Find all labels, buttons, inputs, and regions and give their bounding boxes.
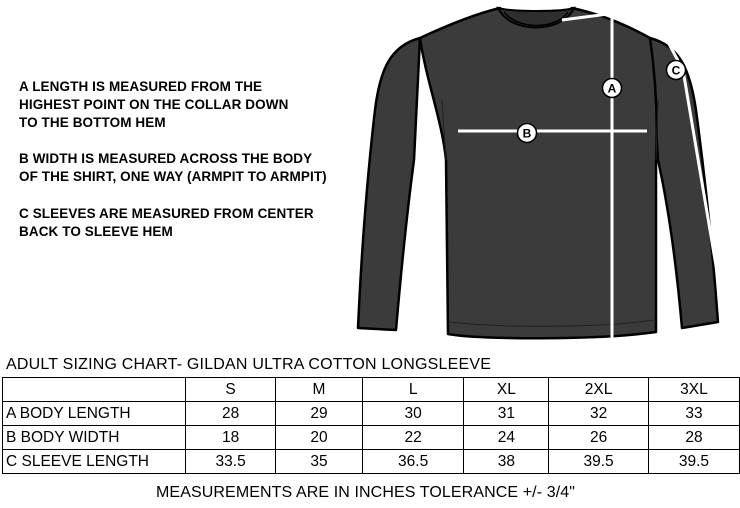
left-sleeve bbox=[358, 38, 420, 330]
table-cell: 39.5 bbox=[549, 450, 649, 474]
table-cell: 33 bbox=[648, 402, 739, 426]
shirt-body bbox=[420, 8, 657, 338]
table-row bbox=[3, 426, 740, 450]
table-cell: 33.5 bbox=[186, 450, 276, 474]
measurement-footnote: MEASUREMENTS ARE IN INCHES TOLERANCE +/- 3/4" bbox=[156, 484, 576, 501]
row-label: B BODY WIDTH bbox=[3, 426, 186, 450]
badge-a bbox=[603, 79, 622, 98]
instruction-c: C SLEEVES ARE MEASURED FROM CENTER BACK TO SLEEVE HEM bbox=[19, 206, 314, 239]
table-cell: 24 bbox=[464, 426, 549, 450]
instruction-b: B WIDTH IS MEASURED ACROSS THE BODY OF THE SHIRT, ONE WAY (ARMPIT TO ARMPIT) bbox=[19, 151, 327, 184]
size-header: 2XL bbox=[549, 378, 649, 402]
table-cell: 30 bbox=[362, 402, 464, 426]
longsleeve-shirt-diagram bbox=[350, 0, 740, 345]
table-corner-cell bbox=[3, 378, 186, 402]
sizing-chart-title: ADULT SIZING CHART- GILDAN ULTRA COTTON LONGSLEEVE bbox=[6, 356, 492, 373]
table-cell: 20 bbox=[276, 426, 363, 450]
svg-text:A: A bbox=[607, 81, 617, 96]
table-cell: 26 bbox=[549, 426, 649, 450]
table-cell: 28 bbox=[648, 426, 739, 450]
size-header: XL bbox=[464, 378, 549, 402]
table-cell: 32 bbox=[549, 402, 649, 426]
size-header: L bbox=[362, 378, 464, 402]
table-cell: 18 bbox=[186, 426, 276, 450]
badge-b bbox=[518, 124, 537, 143]
table-cell: 31 bbox=[464, 402, 549, 426]
measurement-instructions bbox=[19, 78, 389, 259]
table-row bbox=[3, 402, 740, 426]
table-header-row bbox=[3, 378, 740, 402]
instruction-a: A LENGTH IS MEASURED FROM THE HIGHEST POINT ON THE COLLAR DOWN TO THE BOTTOM HEM bbox=[19, 79, 289, 130]
table-cell: 35 bbox=[276, 450, 363, 474]
table-cell: 28 bbox=[186, 402, 276, 426]
svg-text:B: B bbox=[522, 126, 532, 141]
table-cell: 36.5 bbox=[362, 450, 464, 474]
table-cell: 29 bbox=[276, 402, 363, 426]
size-header: M bbox=[276, 378, 363, 402]
table-row bbox=[3, 450, 740, 474]
table-cell: 22 bbox=[362, 426, 464, 450]
badge-c bbox=[667, 61, 686, 80]
sizing-table bbox=[2, 377, 740, 474]
row-label: C SLEEVE LENGTH bbox=[3, 450, 186, 474]
svg-text:C: C bbox=[671, 63, 681, 78]
row-label: A BODY LENGTH bbox=[3, 402, 186, 426]
table-cell: 38 bbox=[464, 450, 549, 474]
size-header: 3XL bbox=[648, 378, 739, 402]
size-header: S bbox=[186, 378, 276, 402]
table-cell: 39.5 bbox=[648, 450, 739, 474]
